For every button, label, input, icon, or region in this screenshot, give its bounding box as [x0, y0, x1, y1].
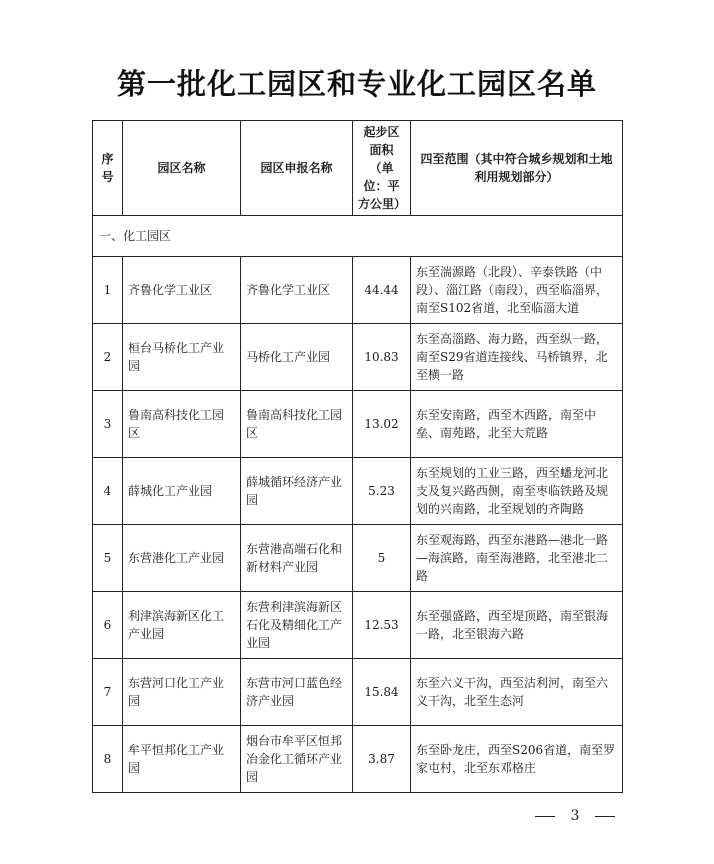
- cell-boundary: 东至观海路，西至东港路—港北一路—海滨路，南至海港路，北至港北二路: [411, 525, 623, 592]
- table-header-row: [93, 121, 623, 216]
- cell-index: 5: [93, 525, 123, 592]
- header-name: 园区名称: [123, 121, 241, 216]
- cell-area: 13.02: [353, 391, 411, 458]
- cell-declared-name: 东营港高端石化和新材料产业园: [241, 525, 353, 592]
- cell-area: 44.44: [353, 257, 411, 324]
- cell-area: 5: [353, 525, 411, 592]
- header-boundary: 四至范围（其中符合城乡规划和土地利用规划部分）: [411, 121, 623, 216]
- cell-park-name: 薛城化工产业园: [123, 458, 241, 525]
- cell-boundary: 东至安南路，西至木西路，南至中垒、南苑路，北至大荒路: [411, 391, 623, 458]
- cell-area: 5.23: [353, 458, 411, 525]
- cell-boundary: 东至六义干沟，西至沽利河，南至六义干沟，北至生态河: [411, 659, 623, 726]
- cell-index: 4: [93, 458, 123, 525]
- table-row: [93, 458, 623, 525]
- cell-park-name: 桓台马桥化工产业园: [123, 324, 241, 391]
- cell-boundary: 东至规划的工业三路，西至蟠龙河北支及复兴路西侧，南至枣临铁路及规划的兴南路，北至规划的齐陶路: [411, 458, 623, 525]
- cell-declared-name: 东营市河口蓝色经济产业园: [241, 659, 353, 726]
- cell-declared-name: 烟台市牟平区恒邦冶金化工循环产业园: [241, 726, 353, 793]
- cell-park-name: 东营港化工产业园: [123, 525, 241, 592]
- cell-declared-name: 齐鲁化学工业区: [241, 257, 353, 324]
- table-row: [93, 257, 623, 324]
- cell-boundary: 东至卧龙庄，西至S206省道，南至罗家屯村，北至东邓格庄: [411, 726, 623, 793]
- header-area: 起步区面积（单位：平方公里）: [353, 121, 411, 216]
- table-row: [93, 659, 623, 726]
- table-row: [93, 525, 623, 592]
- section-label: 一、化工园区: [93, 216, 623, 257]
- cell-area: 12.53: [353, 592, 411, 659]
- cell-index: 1: [93, 257, 123, 324]
- cell-area: 10.83: [353, 324, 411, 391]
- cell-park-name: 东营河口化工产业园: [123, 659, 241, 726]
- cell-declared-name: 东营利津滨海新区石化及精细化工产业园: [241, 592, 353, 659]
- page-title: 第一批化工园区和专业化工园区名单: [116, 67, 597, 101]
- cell-index: 7: [93, 659, 123, 726]
- cell-declared-name: 鲁南高科技化工园区: [241, 391, 353, 458]
- cell-boundary: 东至高淄路、海力路，西至纵一路，南至S29省道连接线、马桥镇界，北至横一路: [411, 324, 623, 391]
- cell-index: 3: [93, 391, 123, 458]
- park-list-table: [92, 120, 623, 793]
- table-row: [93, 324, 623, 391]
- section-row: [93, 216, 623, 257]
- cell-area: 3.87: [353, 726, 411, 793]
- cell-park-name: 利津滨海新区化工产业园: [123, 592, 241, 659]
- cell-park-name: 牟平恒邦化工产业园: [123, 726, 241, 793]
- table-row: [93, 391, 623, 458]
- cell-park-name: 齐鲁化学工业区: [123, 257, 241, 324]
- cell-declared-name: 薛城循环经济产业园: [241, 458, 353, 525]
- table-body: [93, 216, 623, 793]
- footer-dash-right: [595, 816, 615, 817]
- footer-dash-left: [535, 816, 555, 817]
- cell-boundary: 东至强盛路，西至堤顶路，南至银海一路，北至银海六路: [411, 592, 623, 659]
- cell-area: 15.84: [353, 659, 411, 726]
- cell-index: 2: [93, 324, 123, 391]
- cell-boundary: 东至湍源路（北段）、辛泰铁路（中段）、淄江路（南段），西至临淄界，南至S102省道，北至临淄大道: [411, 257, 623, 324]
- cell-declared-name: 马桥化工产业园: [241, 324, 353, 391]
- header-declared-name: 园区申报名称: [241, 121, 353, 216]
- table-row: [93, 726, 623, 793]
- table-row: [93, 592, 623, 659]
- page-number: 3: [570, 808, 580, 824]
- header-index: 序号: [93, 121, 123, 216]
- page-footer: [535, 808, 615, 824]
- cell-index: 6: [93, 592, 123, 659]
- cell-park-name: 鲁南高科技化工园区: [123, 391, 241, 458]
- cell-index: 8: [93, 726, 123, 793]
